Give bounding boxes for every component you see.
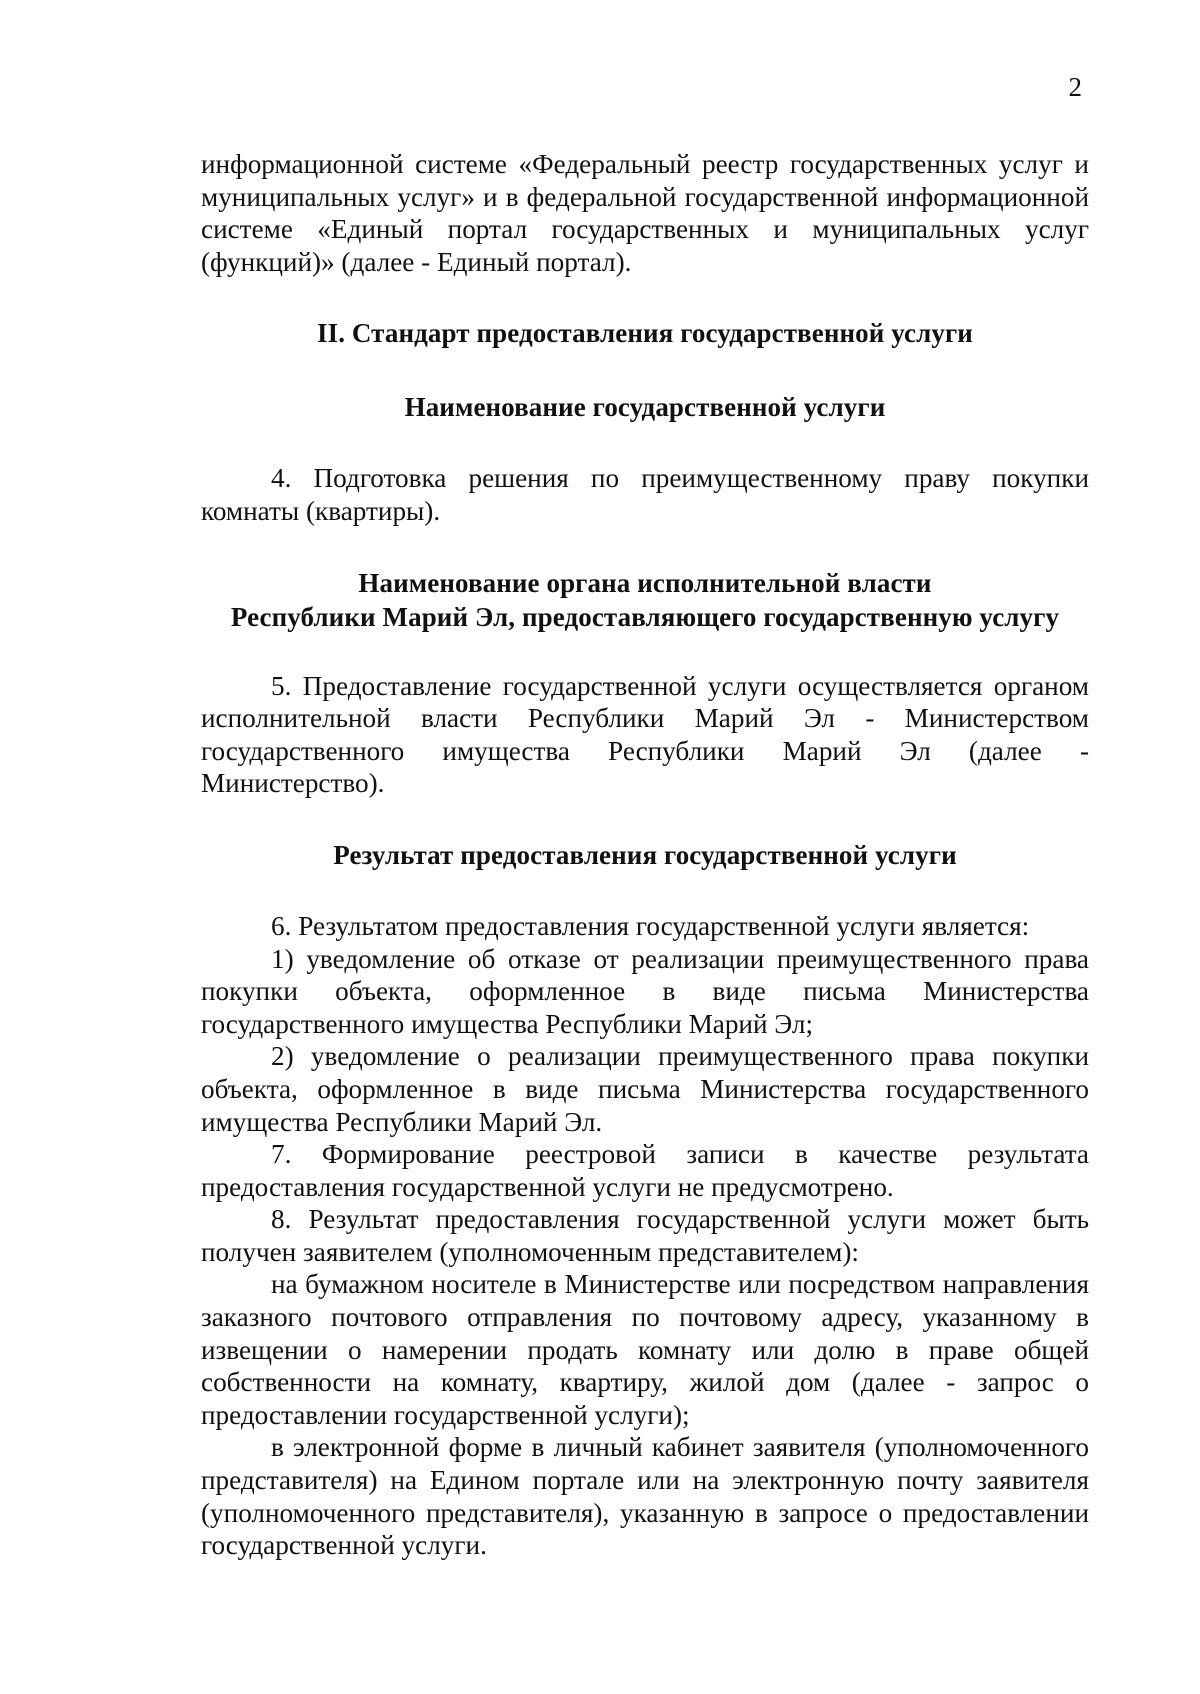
paragraph-8-electronic: в электронной форме в личный кабинет заявителя (уполномоченного представителя) на Едином портале или на электронную почту заявителя (уполномоченного представителя), указанную в запросе о предоставлении государственной услуги. xyxy=(201,1432,1089,1561)
paragraph-4: 4. Подготовка решения по преимущественному праву покупки комнаты (квартиры). xyxy=(201,463,1089,526)
section-title: II. Стандарт предоставления государственной услуги xyxy=(317,318,973,349)
paragraph-6-item-2: 2) уведомление о реализации преимущественного права покупки объекта, оформленное в виде письма Министерства государственного имущества Республики Марий Эл. xyxy=(201,1041,1089,1137)
paragraph-5: 5. Предоставление государственной услуги осуществляется органом исполнительной власти Республики Марий Эл - Министерством государственного имущества Республики Марий Эл (далее - Министерство). xyxy=(201,670,1089,799)
subsection-heading-service-name: Наименование государственной услуги xyxy=(404,392,886,423)
paragraph-7: 7. Формирование реестровой записи в качестве результата предоставления государственной услуги не предусмотрено. xyxy=(201,1139,1089,1202)
subsection-heading-result: Результат предоставления государственной услуги xyxy=(333,839,957,870)
intro-paragraph: информационной системе «Федеральный реестр государственных услуг и муниципальных услуг» и в федеральной государственной информационной системе «Единый портал государственных и муниципальных услуг (функций)» (далее - Единый портал). xyxy=(201,149,1089,277)
document-body xyxy=(201,148,1089,1562)
paragraph-6-item-1: 1) уведомление об отказе от реализации преимущественного права покупки объекта, оформленное в виде письма Министерства государственного имущества Республики Марий Эл; xyxy=(201,943,1089,1039)
page-number: 2 xyxy=(1068,72,1082,102)
paragraph-8: 8. Результат предоставления государственной услуги может быть получен заявителем (уполномоченным представителем): xyxy=(201,1204,1089,1267)
paragraph-8-paper: на бумажном носителе в Министерстве или посредством направления заказного почтового отправления по почтовому адресу, указанному в извещении о намерении продать комнату или долю в праве общей собственности на комнату, квартиру, жилой дом (далее - запрос о предоставлении государственной услуги); xyxy=(201,1269,1089,1430)
paragraph-6: 6. Результатом предоставления государственной услуги является: xyxy=(271,910,1030,941)
subsection-heading-authority-line2: Республики Марий Эл, предоставляющего государственную услугу xyxy=(230,601,1060,632)
subsection-heading-authority-line1: Наименование органа исполнительной власти xyxy=(358,567,932,598)
